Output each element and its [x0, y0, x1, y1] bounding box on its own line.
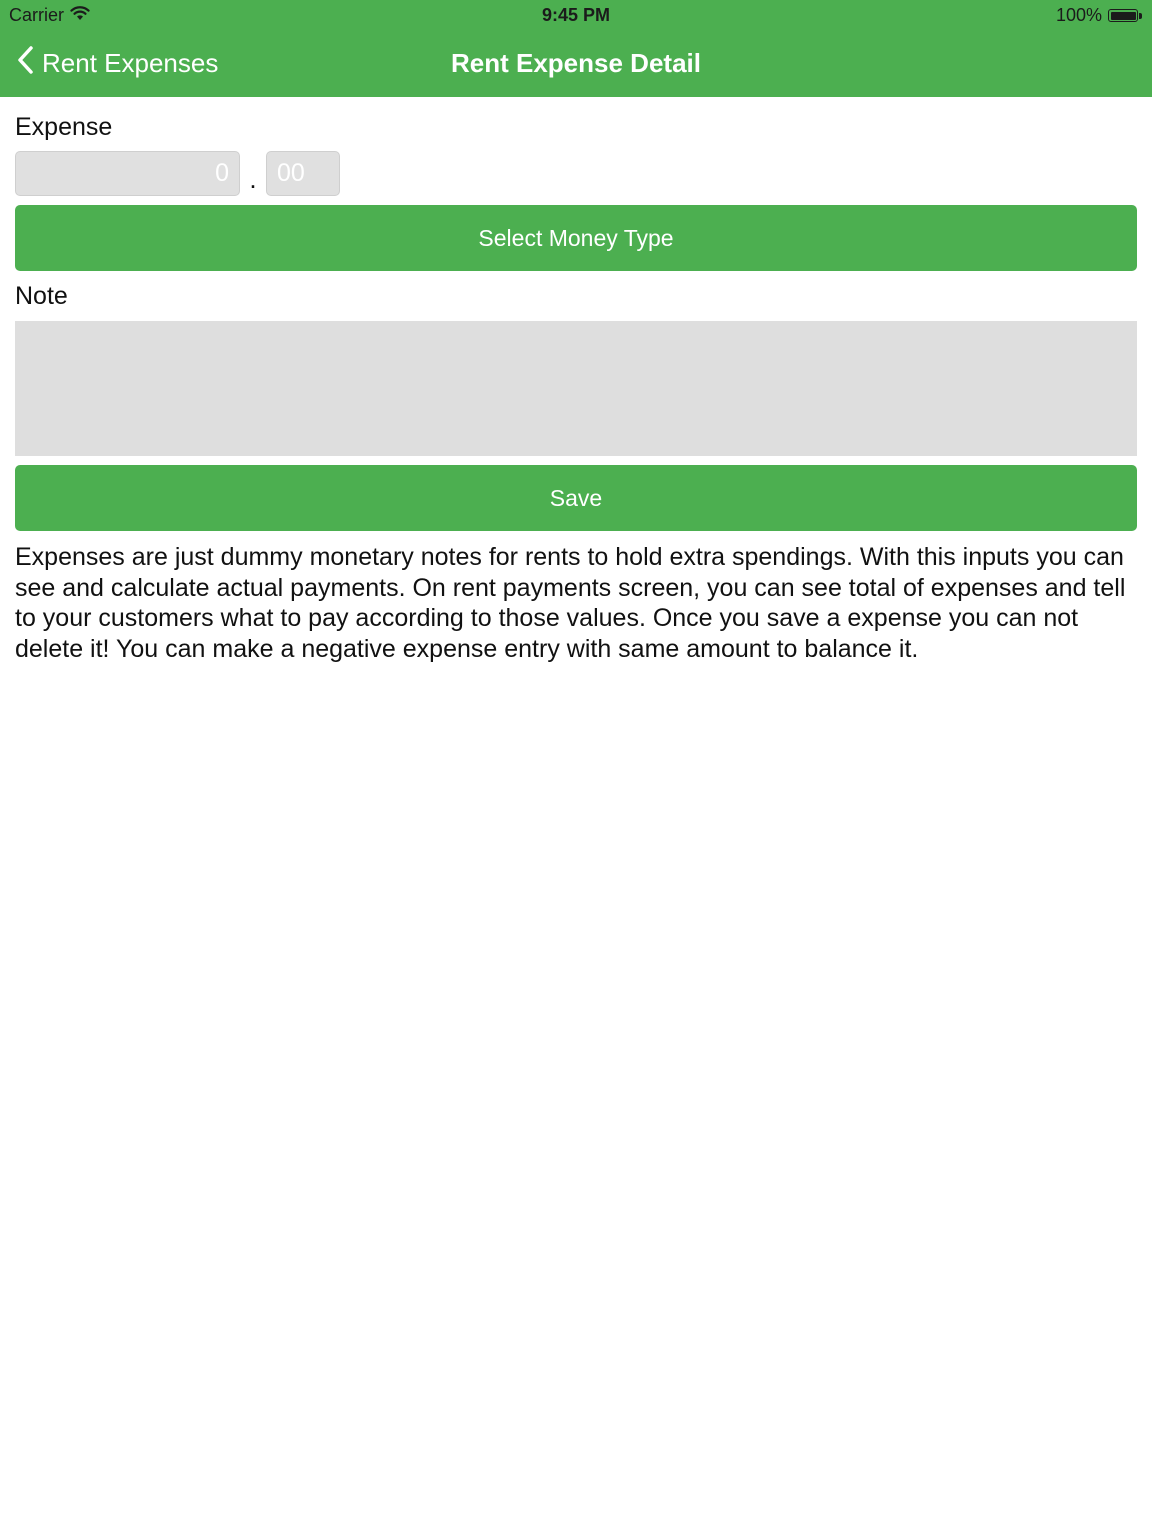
battery-percent: 100% [1055, 5, 1102, 25]
carrier-label: Carrier [9, 5, 65, 25]
note-field[interactable] [15, 321, 1137, 456]
page-title: Rent Expense Detail [451, 48, 701, 78]
expense-info-text: Expenses are just dummy monetary notes for rents to hold extra spendings. With this inputs you can see and calculate actual payments. On rent payments screen, you can see total of expenses and tell to your customers what to pay according to those values. Once you save a expense you can not delete it! You can make a negative expense entry with same amount to balance it. [15, 543, 1126, 663]
back-button[interactable] [16, 30, 218, 97]
amount-whole-input[interactable] [15, 151, 240, 196]
status-time: 9:45 PM [541, 5, 611, 25]
note-label: Note [15, 282, 68, 310]
expense-label: Expense [15, 113, 113, 141]
battery-tip [1139, 13, 1142, 19]
navigation-bar [0, 30, 1152, 97]
save-button[interactable]: Save [15, 465, 1137, 531]
battery-indicator [1056, 5, 1142, 26]
status-bar [0, 0, 1152, 30]
select-money-type-button[interactable]: Select Money Type [15, 205, 1137, 271]
battery-icon [1108, 9, 1138, 22]
amount-fraction-input[interactable] [266, 151, 340, 196]
back-button-label: Rent Expenses [42, 48, 219, 78]
expense-form [15, 97, 1137, 664]
chevron-left-icon [16, 45, 34, 82]
decimal-separator: . [249, 164, 257, 194]
amount-row [15, 151, 1137, 196]
